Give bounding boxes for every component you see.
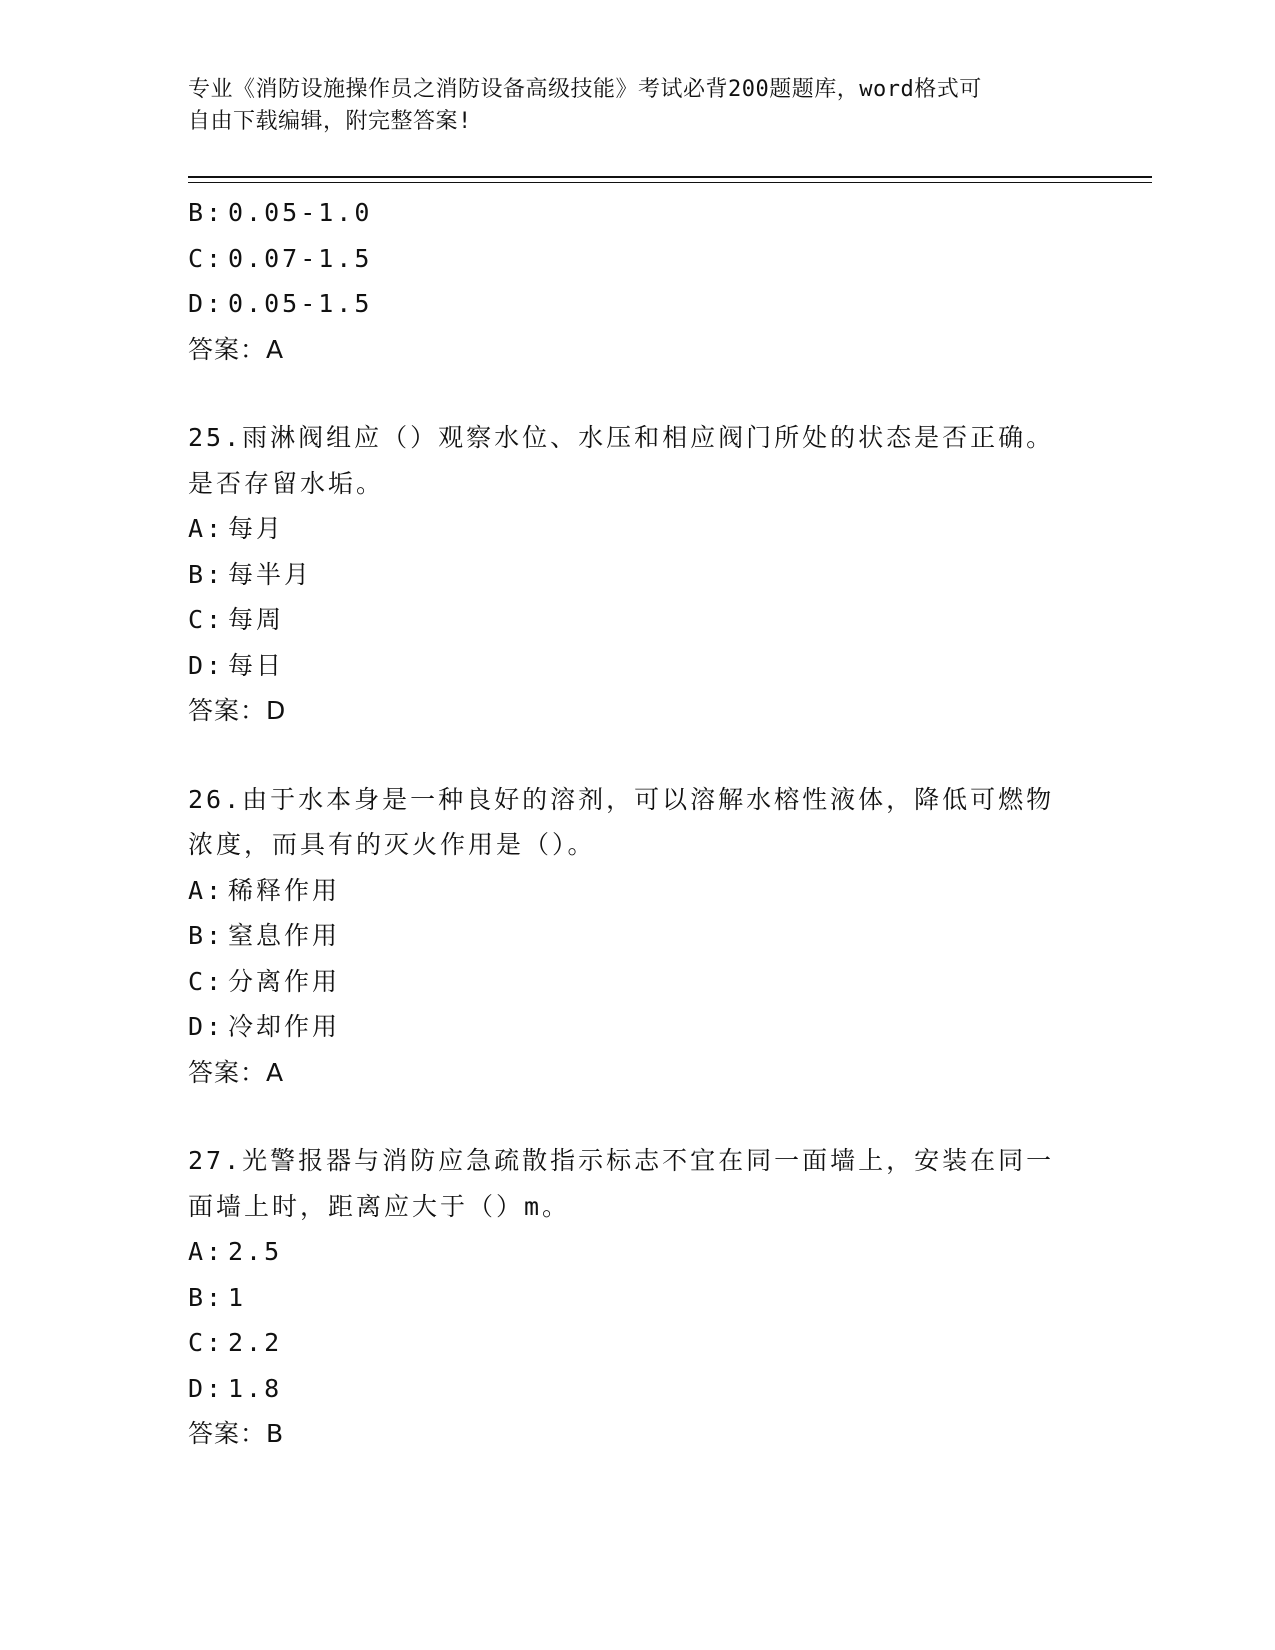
answer-line: 答案：D bbox=[188, 696, 287, 725]
option-text: 稀释作用 bbox=[228, 875, 341, 905]
option-label: A: bbox=[188, 1237, 225, 1266]
option-label: A: bbox=[188, 514, 225, 543]
question-stem: 26.由于水本身是一种良好的溶剂，可以溶解水榕性液体，降低可燃物 bbox=[188, 784, 1055, 814]
answer-line: 答案：A bbox=[188, 334, 285, 364]
question-stem: 25.雨淋阀组应（）观察水位、水压和相应阀门所处的状态是否正确。 bbox=[188, 423, 1055, 452]
option-c bbox=[188, 597, 1088, 643]
question-stem-cont: 浓度，而具有的灭火作用是（）。 bbox=[188, 830, 596, 859]
option-label: D: bbox=[188, 1373, 225, 1403]
option-text: 分离作用 bbox=[228, 966, 341, 996]
question-26 bbox=[188, 777, 1088, 1096]
option-label: C: bbox=[188, 605, 225, 634]
option-c bbox=[188, 959, 1088, 1005]
option-c bbox=[188, 1320, 1088, 1366]
question-25 bbox=[188, 415, 1088, 734]
prev-question-block bbox=[188, 190, 1088, 372]
option-text: 每月 bbox=[228, 514, 285, 543]
option-label: C: bbox=[188, 243, 225, 273]
option-label: B: bbox=[188, 921, 225, 950]
option-b bbox=[188, 913, 1088, 959]
header-rule-thick bbox=[188, 176, 1152, 178]
option-a bbox=[188, 506, 1088, 552]
option-text: 每周 bbox=[228, 605, 285, 634]
option-c bbox=[188, 236, 1088, 282]
header-line-1: 专业《消防设施操作员之消防设备高级技能》考试必背200题题库，word格式可 bbox=[188, 77, 982, 102]
option-label: A: bbox=[188, 875, 225, 905]
option-a bbox=[188, 868, 1088, 914]
option-text: 2.5 bbox=[228, 1237, 283, 1266]
option-b bbox=[188, 190, 1088, 236]
option-label: C: bbox=[188, 1328, 225, 1357]
option-label: C: bbox=[188, 966, 225, 996]
option-text: 1.8 bbox=[228, 1373, 283, 1403]
option-d bbox=[188, 281, 1088, 327]
answer-line: 答案：B bbox=[188, 1419, 285, 1448]
option-b bbox=[188, 1275, 1088, 1321]
option-label: B: bbox=[188, 198, 225, 227]
option-b bbox=[188, 552, 1088, 598]
answer-line: 答案：A bbox=[188, 1057, 285, 1087]
option-label: D: bbox=[188, 289, 225, 318]
document-header bbox=[188, 74, 1088, 138]
option-text: 2.2 bbox=[228, 1328, 283, 1357]
option-label: B: bbox=[188, 559, 225, 589]
spacer bbox=[188, 734, 1088, 777]
option-label: D: bbox=[188, 650, 225, 680]
header-rule-thin bbox=[188, 182, 1152, 183]
option-text: 窒息作用 bbox=[228, 921, 341, 950]
option-d bbox=[188, 643, 1088, 689]
option-label: D: bbox=[188, 1012, 225, 1041]
question-stem: 27.光警报器与消防应急疏散指示标志不宜在同一面墙上，安装在同一 bbox=[188, 1146, 1055, 1175]
option-text: 每半月 bbox=[228, 559, 313, 589]
question-27 bbox=[188, 1138, 1088, 1457]
option-d bbox=[188, 1004, 1088, 1050]
option-label: B: bbox=[188, 1282, 225, 1312]
option-text: 0.05-1.5 bbox=[228, 289, 373, 318]
option-text: 每日 bbox=[228, 650, 285, 680]
option-a bbox=[188, 1229, 1088, 1275]
spacer bbox=[188, 1095, 1088, 1138]
question-stem-cont: 面墙上时，距离应大于（）m。 bbox=[188, 1191, 571, 1221]
question-stem-cont: 是否存留水垢。 bbox=[188, 468, 385, 498]
option-d bbox=[188, 1366, 1088, 1412]
option-text: 冷却作用 bbox=[228, 1012, 341, 1041]
option-text: 0.05-1.0 bbox=[228, 198, 373, 227]
document-body bbox=[188, 190, 1088, 1457]
header-line-2: 自由下载编辑，附完整答案! bbox=[188, 109, 472, 134]
option-text: 0.07-1.5 bbox=[228, 243, 373, 273]
spacer bbox=[188, 372, 1088, 415]
option-text: 1 bbox=[228, 1282, 247, 1312]
